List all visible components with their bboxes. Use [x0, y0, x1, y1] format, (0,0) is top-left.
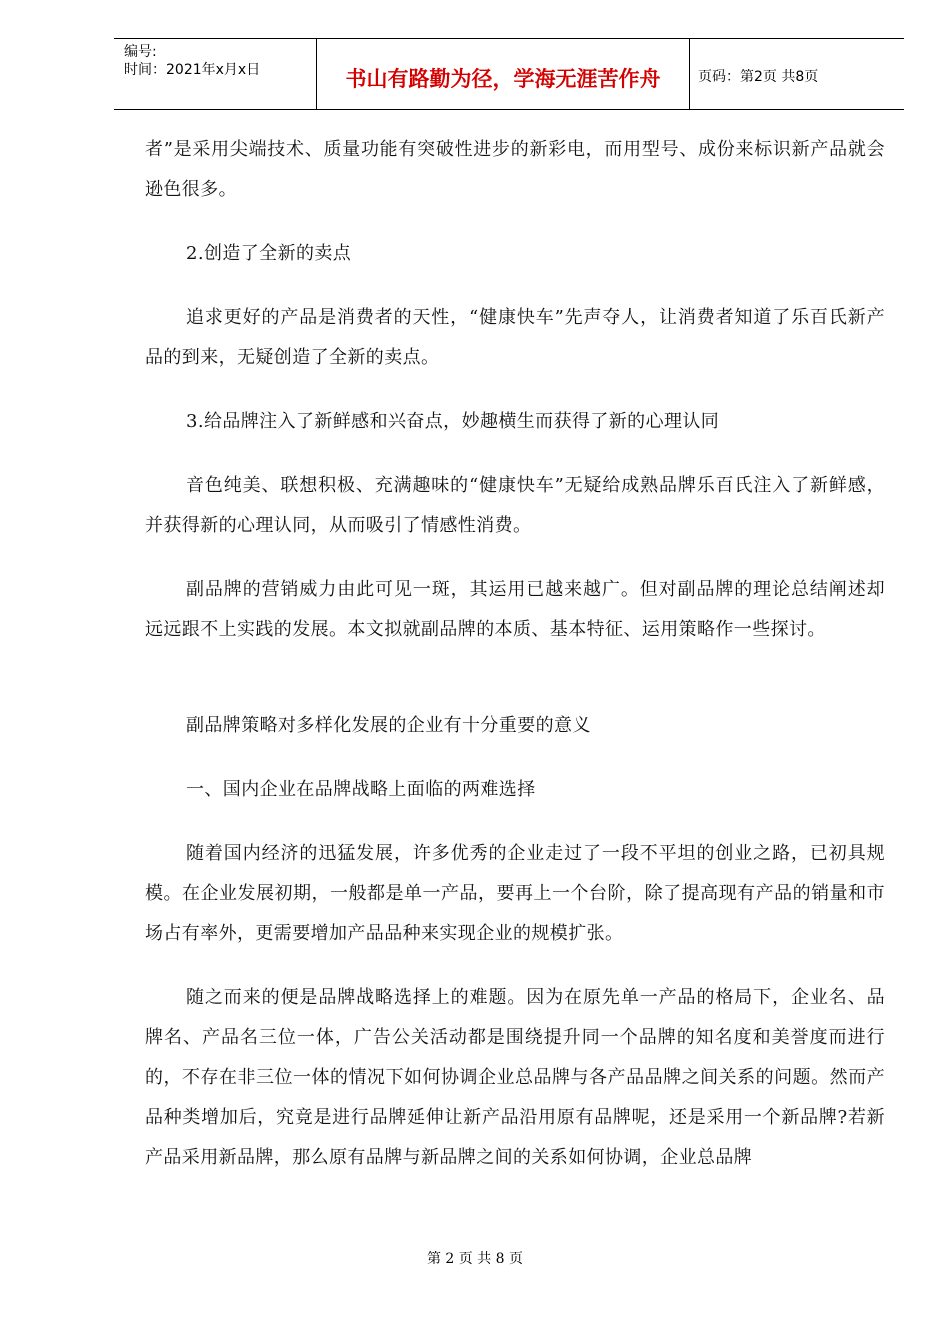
document-body: [145, 130, 885, 1178]
paragraph-continuation: 者”是采用尖端技术、质量功能有突破性进步的新彩电，而用型号、成份来标识新产品就会逊色很多。: [145, 139, 885, 200]
subheading-3: 3.给品牌注入了新鲜感和兴奋点，妙趣横生而获得了新的心理认同: [186, 411, 720, 432]
document-date-label: 时间：2021年x月x日: [124, 62, 261, 78]
paragraph: 追求更好的产品是消费者的天性，“健康快车”先声夺人，让消费者知道了乐百氏新产品的到来，无疑创造了全新的卖点。: [145, 307, 885, 368]
motto-text: 书山有路勤为径，学海无涯苦作舟: [345, 67, 661, 91]
paragraph: 随之而来的便是品牌战略选择上的难题。因为在原先单一产品的格局下，企业名、品牌名、产品名三位一体，广告公关活动都是围绕提升同一个品牌的知名度和美誉度而进行的，不存在非三位一体的情况下如何协调企业总品牌与各产品品牌之间关系的问题。然而产品种类增加后，究竟是进行品牌延伸让新产品沿用原有品牌呢，还是采用一个新品牌?若新产品采用新品牌，那么原有品牌与新品牌之间的关系如何协调，企业总品牌: [145, 987, 885, 1168]
section-title: 副品牌策略对多样化发展的企业有十分重要的意义: [186, 715, 591, 736]
page-header: [114, 38, 904, 110]
section-heading-1: 一、国内企业在品牌战略上面临的两难选择: [186, 779, 536, 800]
header-page-cell: [690, 39, 904, 109]
header-motto-cell: [316, 39, 690, 109]
paragraph: 音色纯美、联想积极、充满趣味的“健康快车”无疑给成熟品牌乐百氏注入了新鲜感，并获得新的心理认同，从而吸引了情感性消费。: [145, 475, 885, 536]
header-page-info: 页码：第2页 共8页: [698, 69, 819, 85]
header-meta-cell: [114, 39, 316, 109]
section-spacer: [145, 650, 885, 706]
page-footer: 第 2 页 共 8 页: [426, 1251, 524, 1267]
document-number-label: 编号:: [124, 44, 157, 60]
paragraph: 副品牌的营销威力由此可见一斑，其运用已越来越广。但对副品牌的理论总结阐述却远远跟不上实践的发展。本文拟就副品牌的本质、基本特征、运用策略作一些探讨。: [145, 579, 885, 640]
subheading-2: 2.创造了全新的卖点: [186, 243, 352, 264]
paragraph: 随着国内经济的迅猛发展，许多优秀的企业走过了一段不平坦的创业之路，已初具规模。在企业发展初期，一般都是单一产品，要再上一个台阶，除了提高现有产品的销量和市场占有率外，更需要增加产品品种来实现企业的规模扩张。: [145, 843, 885, 944]
